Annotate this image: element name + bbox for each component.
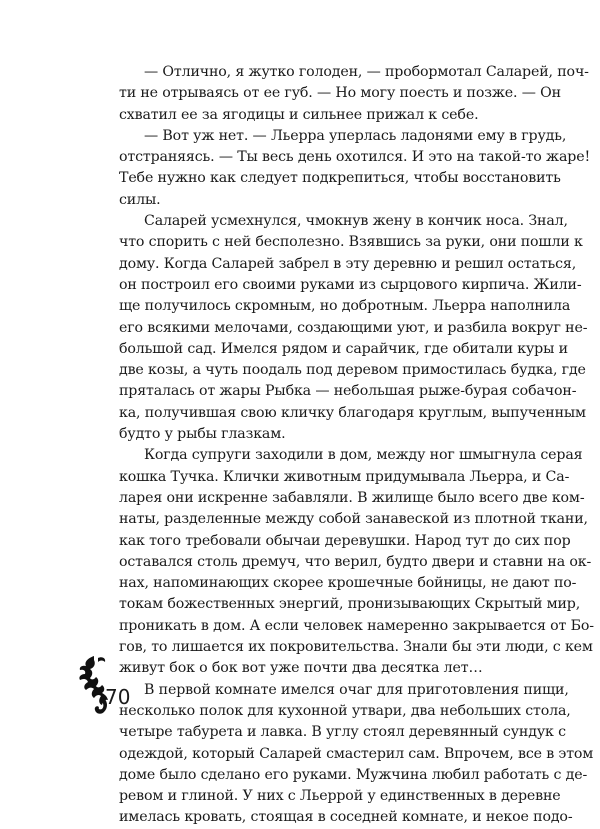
text-line: Когда супруги заходили в дом, между ног шмыгнула серая — [144, 447, 583, 464]
text-line: одеждой, который Саларей смастерил сам. Впрочем, все в этом — [119, 745, 594, 762]
text-line: живут бок о бок вот уже почти два десятка лет… — [119, 660, 483, 677]
text-line: будто у рыбы глазкам. — [119, 426, 286, 443]
text-line: ти не отрываясь от ее губ. — Но могу поесть и позже. — Он — [119, 85, 561, 102]
text-line: имелась кровать, стоящая в соседней комнате, и некое подо- — [119, 809, 573, 826]
text-line: дому. Когда Саларей забрел в эту деревню и решил остаться, — [119, 255, 577, 272]
text-line: схватил ее за ягодицы и сильнее прижал к себе. — [119, 106, 479, 123]
text-line: наты, разделенные между собой занавеской из плотной ткани, — [119, 511, 588, 528]
text-line: четыре табурета и лавка. В углу стоял деревянный сундук с — [119, 724, 566, 741]
text-line: пряталась от жары Рыбка — небольшая рыже-бурая собачон- — [119, 383, 577, 400]
text-line: оставался столь дремуч, что верил, будто двери и ставни на ок- — [119, 553, 592, 570]
text-line: его всякими мелочами, создающими уют, и разбила вокруг не- — [119, 319, 588, 336]
text-line: — Вот уж нет. — Льерра уперлась ладонями ему в грудь, — [144, 127, 567, 144]
text-line: что спорить с ней бесполезно. Взявшись за руки, они пошли к — [119, 234, 583, 251]
page-number: 70 — [105, 685, 131, 709]
text-line: он построил его своими руками из сырцового кирпича. Жили- — [119, 276, 582, 293]
text-line: — Отлично, я жутко голоден, — пробормотал Саларей, поч- — [144, 64, 589, 80]
text-line: ларея они искренне забавляли. В жилище было всего две ком- — [119, 489, 585, 506]
text-line: проникать в дом. А если человек намеренно закрывается от Бо- — [119, 617, 594, 634]
text-line: токам божественных энергий, пронизывающих Скрытый мир, — [119, 596, 581, 613]
text-line: Саларей усмехнулся, чмокнув жену в кончик носа. Знал, — [144, 213, 568, 230]
text-line: нах, напоминающих скорее крошечные бойницы, не дают по- — [119, 575, 577, 592]
text-line: большой сад. Имелся рядом и сарайчик, где обитали куры и — [119, 340, 568, 357]
text-line: несколько полок для кухонной утвари, два небольших стола, — [119, 702, 571, 719]
text-line: гов, то лишается их покровительства. Знали бы эти люди, с кем — [119, 639, 593, 656]
text-line: ка, получившая свою кличку благодаря круглым, выпученным — [119, 404, 586, 421]
text-line: кошка Тучка. Клички животным придумывала Льерра, и Са- — [119, 468, 570, 485]
text-line: ще получилось скромным, но добротным. Льерра наполнила — [119, 298, 571, 315]
text-line: две козы, а чуть поодаль под деревом примостилась будка, где — [119, 362, 586, 379]
text-line: как того требовали обычаи деревушки. Народ тут до сих пор — [119, 532, 571, 549]
text-line: доме было сделано его руками. Мужчина любил работать с де- — [119, 766, 588, 783]
text-line: отстраняясь. — Ты весь день охотился. И это на такой-то жаре! — [119, 149, 590, 166]
text-line: Тебе нужно как следует подкрепиться, чтобы восстановить — [119, 170, 561, 187]
text-line: ревом и глиной. У них с Льеррой у единственных в деревне — [119, 788, 561, 805]
body-text — [119, 62, 594, 829]
text-line: В первой комнате имелся очаг для приготовления пищи, — [144, 681, 569, 698]
text-line: силы. — [119, 191, 161, 208]
